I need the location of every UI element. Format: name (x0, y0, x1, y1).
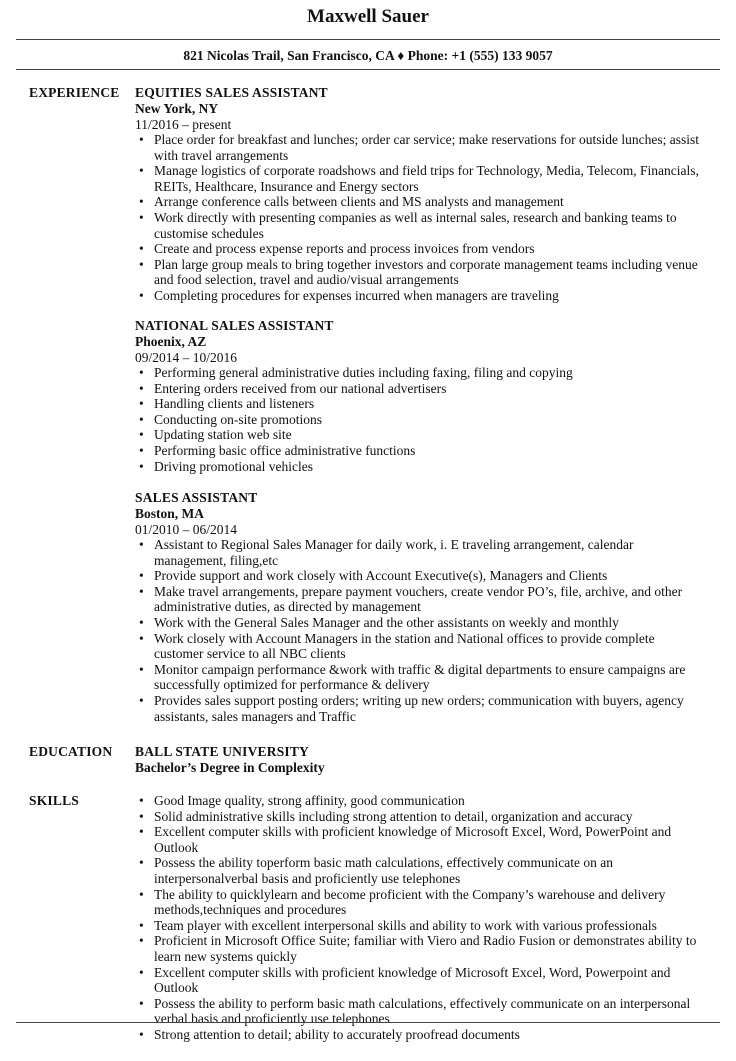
list-item: • Team player with excellent interpersonal skills and ability to work with various professionals (135, 918, 705, 934)
job-location: New York, NY (135, 101, 219, 116)
education-entry (135, 744, 705, 776)
job-location: Boston, MA (135, 506, 205, 521)
skills-list (135, 793, 705, 1043)
job-location: Phoenix, AZ (135, 334, 207, 349)
job-title: EQUITIES SALES ASSISTANT (135, 85, 328, 100)
list-item: • Place order for breakfast and lunches; order car service; make reservations for outside lunches; assist with travel arrangements (135, 132, 705, 163)
list-item: • Create and process expense reports and process invoices from vendors (135, 241, 705, 257)
header-divider-top (16, 39, 720, 40)
job-dates: 01/2010 – 06/2014 (135, 521, 238, 537)
list-item: • Strong attention to detail; ability to accurately proofread documents (135, 1027, 705, 1043)
section-label-experience: EXPERIENCE (29, 85, 120, 100)
degree: Bachelor’s Degree in Complexity (135, 760, 325, 775)
job-title: SALES ASSISTANT (135, 490, 258, 505)
job-entry (135, 490, 705, 724)
list-item: • Performing general administrative duties including faxing, filing and copying (135, 365, 705, 381)
job-dates: 11/2016 – present (135, 116, 232, 132)
list-item: • Conducting on-site promotions (135, 412, 705, 428)
list-item: • Work closely with Account Managers in the station and National offices to provide complete customer service to all NBC clients (135, 631, 705, 662)
section-label-education: EDUCATION (29, 744, 113, 759)
list-item: • Monitor campaign performance &work with traffic & digital departments to ensure campaigns are successfully optimized for performance & delivery (135, 662, 705, 693)
skills-entry (135, 793, 705, 1043)
list-item: • Good Image quality, strong affinity, good communication (135, 793, 705, 809)
list-item: • Provide support and work closely with Account Executive(s), Managers and Clients (135, 568, 705, 584)
list-item: • Proficient in Microsoft Office Suite; familiar with Viero and Radio Fusion or demonstrates ability to learn new systems quickly (135, 933, 705, 964)
header-divider-bottom (16, 69, 720, 70)
school-name: BALL STATE UNIVERSITY (135, 744, 310, 759)
list-item: • Plan large group meals to bring together investors and corporate management teams including venue and food selection, travel and audio/visual arrangements (135, 257, 705, 288)
list-item: • Performing basic office administrative functions (135, 443, 705, 459)
job-entry (135, 85, 705, 304)
job-duties-list (135, 537, 705, 724)
list-item: • Make travel arrangements, prepare payment vouchers, create vendor PO’s, file, archive, and other administrative duties, as directed by management (135, 584, 705, 615)
job-dates: 09/2014 – 10/2016 (135, 349, 238, 365)
list-item: • Handling clients and listeners (135, 396, 705, 412)
list-item: • Possess the ability toperform basic math calculations, effectively communicate on an interpersonalverbal basis and proficiently use telephones (135, 855, 705, 886)
job-duties-list (135, 365, 705, 474)
list-item: • Excellent computer skills with proficient knowledge of Microsoft Excel, Word, Powerpoint and Outlook (135, 965, 705, 996)
list-item: • Driving promotional vehicles (135, 459, 705, 475)
footer-divider (16, 1022, 720, 1023)
list-item: • Entering orders received from our national advertisers (135, 381, 705, 397)
list-item: • Updating station web site (135, 427, 705, 443)
list-item: • Possess the ability to perform basic math calculations, effectively communicate on an interpersonal verbal basis and proficiently use telephones (135, 996, 705, 1027)
list-item: • Excellent computer skills with proficient knowledge of Microsoft Excel, Word, PowerPoint and Outlook (135, 824, 705, 855)
job-entry (135, 318, 705, 474)
list-item: • Completing procedures for expenses incurred when managers are traveling (135, 288, 705, 304)
list-item: • Work directly with presenting companies as well as internal sales, research and banking teams to customise schedules (135, 210, 705, 241)
list-item: • The ability to quicklylearn and become proficient with the Company’s warehouse and delivery methods,techniques and procedures (135, 887, 705, 918)
list-item: • Manage logistics of corporate roadshows and field trips for Technology, Media, Telecom, Financials, REITs, Healthcare, Insurance and Energy sectors (135, 163, 705, 194)
candidate-name: Maxwell Sauer (307, 6, 429, 27)
contact-line: 821 Nicolas Trail, San Francisco, CA ♦ Phone: +1 (555) 133 9057 (183, 48, 553, 63)
list-item: • Work with the General Sales Manager and the other assistants on weekly and monthly (135, 615, 705, 631)
list-item: • Assistant to Regional Sales Manager for daily work, i. E traveling arrangement, calendar management, filing,etc (135, 537, 705, 568)
list-item: • Provides sales support posting orders; writing up new orders; communication with buyers, agency assistants, sales managers and Traffic (135, 693, 705, 724)
section-label-skills: SKILLS (29, 793, 79, 808)
job-duties-list (135, 132, 705, 304)
list-item: • Solid administrative skills including strong attention to detail, organization and accuracy (135, 809, 705, 825)
job-title: NATIONAL SALES ASSISTANT (135, 318, 334, 333)
list-item: • Arrange conference calls between clients and MS analysts and management (135, 194, 705, 210)
